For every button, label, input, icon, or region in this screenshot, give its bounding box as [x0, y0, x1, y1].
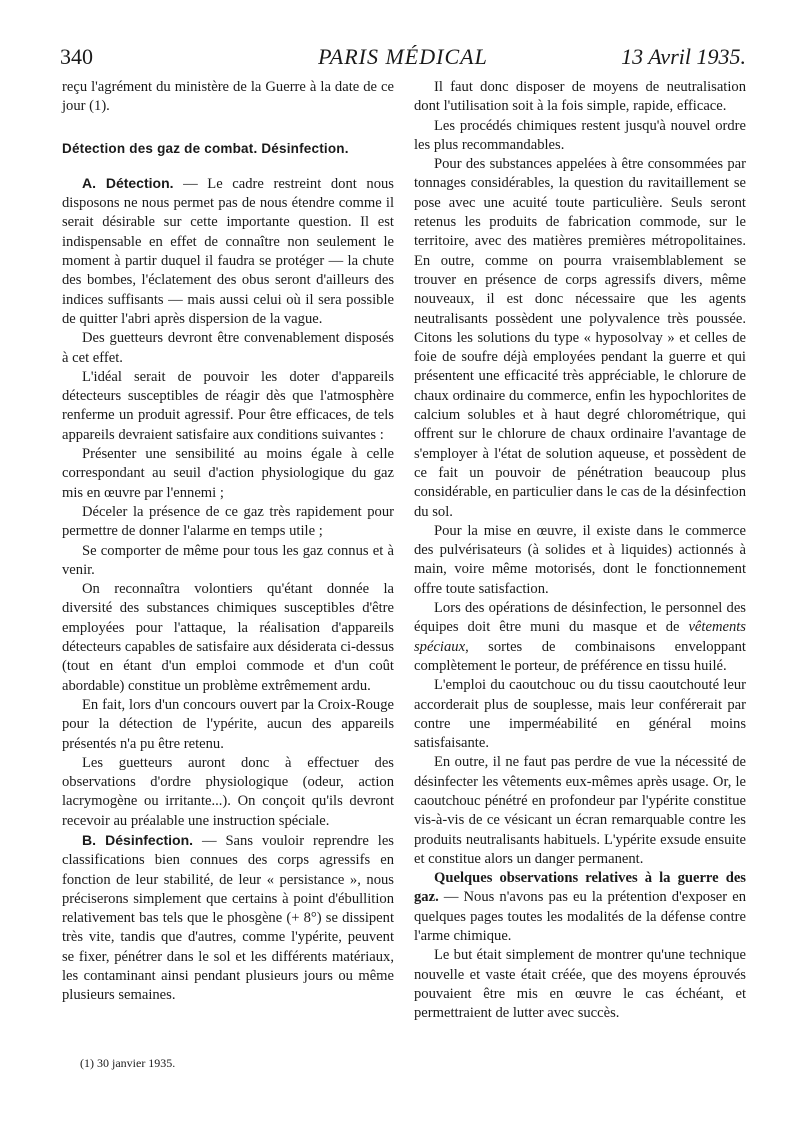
paragraph-condition-2: Déceler la présence de ce gaz très rapidement pour permettre de donner l'alarme en temps utile ; — [62, 503, 394, 540]
paragraph-reconnaitra: On reconnaîtra volontiers qu'étant donnée la diversité des substances chimiques susceptibles d'être employées pour l'attaque, la réalisation d'appareils détecteurs capables de satisfaire aux désiderata ci-dessus (tout en étant d'un emploi commode et d'un coût abordable) constitue un problème extrêmement ardu. — [62, 581, 394, 694]
paragraph-substances: Pour des substances appelées à être consommées par tonnages considérables, la question du ravitaillement se pose avec une acuité toute particulière. Seuls seront retenus les produits de fabrication commode, sur le territoire, avec des matières premières métropolitaines. En outre, comme on pourra vraisemblablement se trouver en présence de corps agressifs divers, même nouveaux, il est donc nécessaire que les agents neutralisants possèdent une polyvalence très poussée. Citons les solutions du type « hyposolvay » et celles de foie de soufre déjà employées pendant la guerre et qui présentent une efficacité très appréciable, le chlorure de chaux ordinaire du commerce, enfin les hypochlorites de calcium solubles et à haut degré chlorométrique, qui offrent sur le chlorure de chaux ordinaire l'avantage de s'employer à l'état de solution aqueuse, et possèdent de ce fait un pouvoir de pénétration beaucoup plus considérable, en particulier dans le cas de la désinfection du sol. — [414, 156, 746, 520]
page-header — [60, 44, 746, 74]
paragraph-ideal: L'idéal serait de pouvoir les doter d'appareils détecteurs susceptibles de réagir dès que l'atmosphère renferme un produit agressif. Pour être efficaces, de tels appareils devraient satisfaire aux conditions suivantes : — [62, 368, 394, 443]
paragraph-condition-1: Présenter une sensibilité au moins égale à celle correspondant au seuil d'action physiologique du gaz mis en œuvre par l'ennemi ; — [62, 446, 394, 501]
page-number: 340 — [60, 44, 93, 69]
desinfection-heading: B. Désinfection. — [82, 831, 194, 848]
paragraph-caoutchouc: L'emploi du caoutchouc ou du tissu caoutchouté leur accorderait plus de souplesse, mais leur conférerait par contre une imperméabilité en général moins satisfaisante. — [414, 677, 746, 752]
detection-heading: A. Détection. — [82, 174, 174, 191]
left-column — [62, 78, 394, 1006]
detection-text: — Le cadre restreint dont nous disposons ne nous permet pas de nous étendre comme il serait désirable sur cette importante question. Il est indispensable en effet de connaître non seulement le moment à partir duquel il faudra se protéger — la chute des bombes, l'éclatement des obus seront d'ailleurs des indices suffisants — mais aussi celui où il sera possible de quitter l'abri après dispersion de la vague. — [62, 175, 394, 327]
personnel-italic: vêtements spéciaux — [414, 619, 746, 655]
paragraph-guetteurs-1: Des guetteurs devront être convenablement disposés à cet effet. — [62, 330, 394, 366]
paragraph-en-outre: En outre, il ne faut pas perdre de vue la nécessité de désinfecter les vêtements eux-mêmes après usage. Or, le caoutchouc pénétré en profondeur par l'ypérite constitue vis-à-vis de ce vésicant un écran remarquable contre les produits neutralisants habituels. L'ypérite exsude ensuite et constitue alors un danger permanent. — [414, 754, 746, 867]
paragraph-procedes: Les procédés chimiques restent jusqu'à nouvel ordre les plus recommandables. — [414, 117, 746, 153]
paragraph-pulverisateurs: Pour la mise en œuvre, il existe dans le commerce des pulvérisateurs (à solides et à liquides) actionnés à main, voire même motorisés, dont le fonctionnement offre toute satisfaction. — [414, 522, 746, 597]
paragraph-condition-3: Se comporter de même pour tous les gaz connus et à venir. — [62, 542, 394, 578]
paragraph-observations — [414, 869, 746, 946]
issue-date: 13 Avril 1935. — [621, 44, 746, 69]
paragraph-concours: En fait, lors d'un concours ouvert par la Croix-Rouge pour la détection de l'ypérite, aucun des appareils présentés n'a pu être retenu. — [62, 696, 394, 752]
paragraph-personnel — [414, 599, 746, 676]
section-title: Détection des gaz de combat. Désinfection. — [62, 140, 349, 156]
paragraph-intro: reçu l'agrément du ministère de la Guerre à la date de ce jour (1). — [62, 79, 394, 115]
observations-heading: Quelques observations relatives à la guerre des gaz. — [414, 870, 746, 906]
journal-title: PARIS MÉDICAL — [318, 44, 488, 69]
footnote: (1) 30 janvier 1935. — [80, 1056, 176, 1070]
paragraph-desinfection — [62, 831, 394, 1006]
paragraph-detection — [62, 174, 394, 329]
paragraph-moyens: Il faut donc disposer de moyens de neutralisation dont l'utilisation soit à la fois simple, rapide, efficace. — [414, 79, 746, 115]
observations-text: — Nous n'avons pas eu la prétention d'exposer en quelques pages toutes les modalités de la défense contre l'arme chimique. — [414, 889, 746, 945]
right-column — [414, 78, 746, 1024]
personnel-text-b: , sortes de combinaisons enveloppant complètement le porteur, de préférence en tissu huilé. — [414, 638, 746, 674]
personnel-text-a: Lors des opérations de désinfection, le personnel des équipes doit être muni du masque et de — [414, 600, 746, 636]
desinfection-text: — Sans vouloir reprendre les classifications bien connues des corps agressifs en fonction de leur stabilité, de leur « persistance », nous préciserons simplement que certains à point d'ébullition relativement bas tels que le phosgène (+ 8°) se dissipent très vite, tandis que d'autres, comme l'ypérite, peuvent se fixer, pénétrer dans le sol et les différents matériaux, les contaminant ainsi pendant plusieurs jours ou même plusieurs semaines. — [62, 832, 394, 1004]
paragraph-guetteurs-2: Les guetteurs auront donc à effectuer des observations d'ordre physiologique (odeur, action lacrymogène ou irritante...). On conçoit qu'ils devront recevoir au préalable une instruction spéciale. — [62, 754, 394, 829]
paragraph-but: Le but était simplement de montrer qu'une technique nouvelle et vaste était créée, que des moyens éprouvés pouvaient être mis en œuvre le cas échéant, et permettraient de lutter avec succès. — [414, 947, 746, 1022]
